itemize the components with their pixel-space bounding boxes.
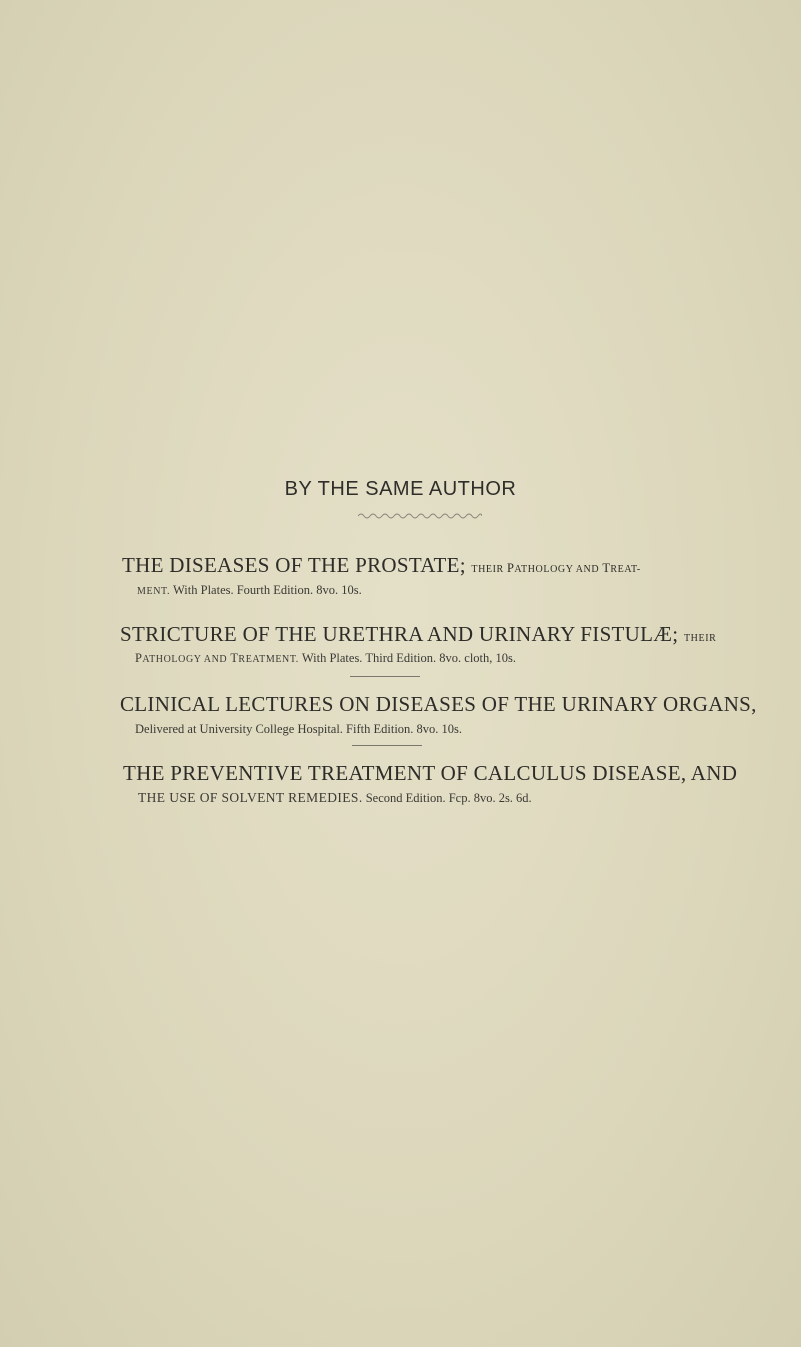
entry-title-tail: THEIR [683,633,717,644]
entry-detail [135,722,462,737]
entry-detail-text: With Plates. Third Edition. 8vo. cloth, 10s. [301,651,517,665]
entry-detail [138,790,532,806]
divider-rule [350,676,420,677]
entry-detail-text: Delivered at University College Hospital. Fifth Edition. 8vo. 10s. [135,722,463,736]
entry-detail-prefix: THE USE OF SOLVENT REMEDIES. [138,790,363,805]
entry-title-main: THE DISEASES OF THE PROSTATE; [122,553,466,577]
entry-title [122,553,641,578]
entry-detail [135,651,516,666]
decorative-wavy-rule-icon [358,510,482,520]
entry-title-main: CLINICAL LECTURES ON DISEASES OF THE URINARY ORGANS, [120,692,757,716]
section-heading: BY THE SAME AUTHOR [284,478,517,500]
entry-detail-text: Second Edition. Fcp. 8vo. 2s. 6d. [365,791,532,805]
entry-title [120,622,716,647]
entry-title-main: STRICTURE OF THE URETHRA AND URINARY FISTULÆ; [120,622,679,646]
divider-rule [352,745,422,746]
entry-detail-prefix: PATHOLOGY AND TREATMENT. [135,651,299,665]
entry-title-tail: THEIR PATHOLOGY AND TREAT- [471,561,641,575]
entry-detail-prefix: MENT. [137,586,171,597]
entry-detail-text: With Plates. Fourth Edition. 8vo. 10s. [173,583,362,597]
entry-title [120,692,757,717]
entry-title [123,761,737,786]
entry-detail [137,583,362,598]
entry-title-main: THE PREVENTIVE TREATMENT OF CALCULUS DISEASE, AND [123,761,738,785]
